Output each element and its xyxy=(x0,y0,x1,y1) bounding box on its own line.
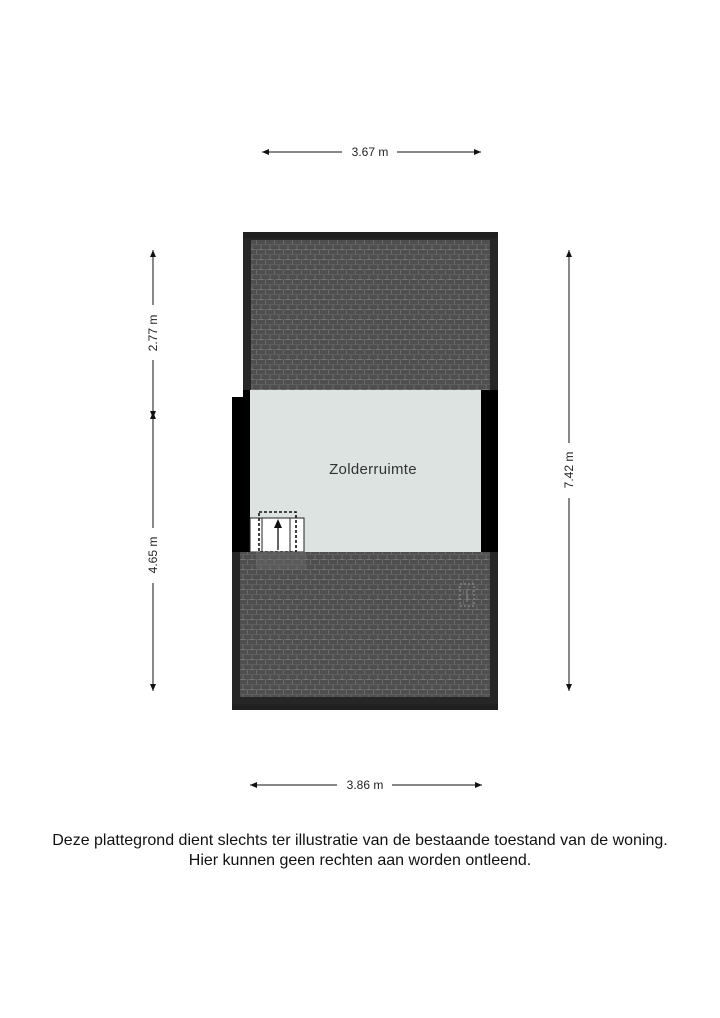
right-wall xyxy=(481,390,498,552)
right-height-label: 7.42 m xyxy=(562,451,576,489)
stair-opening xyxy=(250,512,304,552)
top-width-label: 3.67 m xyxy=(351,145,389,159)
upper-roof xyxy=(243,232,498,390)
top-width-dimension xyxy=(262,145,481,159)
left-lower-dimension xyxy=(146,412,160,691)
disclaimer-line-2: Hier kunnen geen rechten aan worden ontleend. xyxy=(188,852,532,869)
disclaimer-line-1: Deze plattegrond dient slechts ter illustratie van de bestaande toestand van de woning. xyxy=(52,832,668,849)
left-lower-label: 4.65 m xyxy=(146,536,160,574)
room-label: Zolderruimte xyxy=(329,461,417,478)
left-upper-dimension xyxy=(146,250,160,418)
attic-room xyxy=(232,390,498,552)
bottom-width-label: 3.86 m xyxy=(346,778,384,792)
bottom-width-dimension xyxy=(250,778,482,792)
lower-roof xyxy=(232,552,498,710)
right-height-dimension xyxy=(562,250,576,691)
left-upper-label: 2.77 m xyxy=(146,314,160,352)
